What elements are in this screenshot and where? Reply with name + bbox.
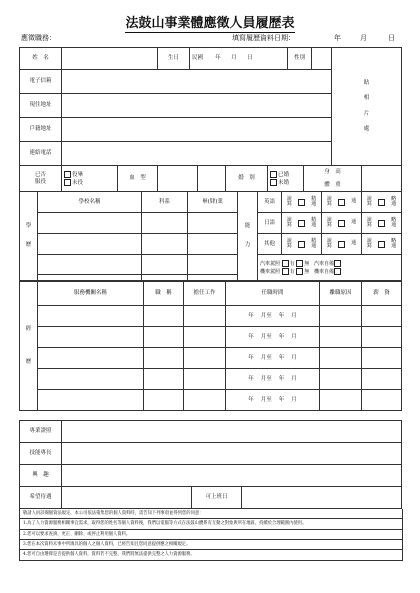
reason-row-5[interactable] (320, 390, 362, 411)
other-basic-checkbox[interactable] (378, 241, 385, 248)
dept-row-3[interactable] (142, 255, 188, 275)
motor-license-yes[interactable] (282, 268, 289, 275)
license-label: 專業證照 (20, 421, 62, 443)
japanese-level-2: 說 寫 通 (322, 213, 362, 234)
rank-row-5[interactable] (144, 390, 184, 411)
fill-date-label: 填寫履歷資料日期： (232, 34, 295, 42)
email-field[interactable] (62, 70, 332, 94)
grad-row-4[interactable] (188, 275, 238, 281)
japanese-basic-checkbox[interactable] (378, 220, 385, 227)
photo-char-4: 處 (363, 125, 370, 132)
work-row-3[interactable] (184, 348, 226, 369)
served-checkbox[interactable] (64, 171, 71, 178)
date-day: 日 (388, 34, 395, 42)
photo-char-3: 片 (363, 110, 370, 117)
grad-row-3[interactable] (188, 255, 238, 275)
skill-field[interactable] (62, 443, 402, 465)
grad-row-1[interactable] (188, 213, 238, 234)
period-row-1[interactable]: 年 月至 年 月 (226, 306, 320, 327)
rank-header: 職 稱 (144, 282, 184, 306)
gender-label: 性別 (288, 48, 312, 70)
dept-row-1[interactable] (142, 213, 188, 234)
married-label: 已婚 (278, 172, 290, 179)
license-cell: 汽車駕照 有 無 汽車自備 機車駕照 有 無 機車自備 (258, 255, 402, 281)
phone-label: 連絡電話 (20, 142, 62, 166)
hobby-label: 興 趣 (20, 465, 62, 487)
motor-license-label: 機車駕照 (260, 268, 281, 275)
company-row-5[interactable] (38, 390, 144, 411)
basic-info-table (19, 47, 402, 166)
department-header: 科系 (142, 192, 188, 213)
blood-type-label: 血 型 (118, 166, 158, 192)
english-level-3: 說 寫 略 通 (362, 192, 402, 213)
birth-year-label: 年 (215, 55, 221, 62)
rank-row-4[interactable] (144, 369, 184, 390)
weight-label: 體 重 (324, 181, 341, 188)
spacer-cell (198, 166, 226, 192)
school-name-header: 學校名稱 (38, 192, 142, 213)
salary-expect-field[interactable] (62, 487, 192, 509)
registered-address-field[interactable] (62, 118, 332, 142)
phone-field[interactable] (62, 142, 332, 166)
blood-type-field[interactable] (158, 166, 198, 192)
lang-other-label: 其他 (258, 234, 282, 255)
grad-row-2[interactable] (188, 234, 238, 255)
school-row-3[interactable] (38, 255, 142, 275)
period-row-4[interactable]: 年 月至 年 月 (226, 369, 320, 390)
height-weight-labels (304, 166, 362, 192)
salary-row-3[interactable] (362, 348, 402, 369)
form-title: 法鼓山事業體應徵人員履歷表 (125, 16, 295, 31)
reason-header: 離職原因 (320, 282, 362, 306)
note-3: 3.您在本次資料未事中所填具的個人之個人資料，已經告知且您同意提供應之相關規定。 (20, 540, 402, 550)
motor-license-no[interactable] (296, 268, 303, 275)
birth-month-label: 月 (231, 55, 237, 62)
start-date-label: 可上班日 (192, 487, 242, 509)
company-header: 服務機關名稱 (38, 282, 144, 306)
date-year: 年 (334, 34, 341, 42)
marriage-options (268, 166, 304, 192)
company-row-2[interactable] (38, 327, 144, 348)
note-1: 1.為了人力資源服務相關事宜需求，取得您的姓名等個人資料後，我們以電腦等方式在法鼓山體系有互動之對象與所在地區，持續於合理範圍內使用。 (20, 519, 402, 529)
education-side-label: 學 歷 (20, 192, 38, 281)
salary-row-4[interactable] (362, 369, 402, 390)
reason-row-2[interactable] (320, 327, 362, 348)
not-served-label: 未役 (72, 179, 84, 186)
period-row-2[interactable]: 年 月至 年 月 (226, 327, 320, 348)
japanese-level-1: 說 寫 精 通 (282, 213, 322, 234)
start-date-field[interactable] (242, 487, 402, 509)
rank-row-1[interactable] (144, 306, 184, 327)
ability-side-label: 能 力 (238, 192, 258, 281)
roc-label: 民國 (192, 55, 204, 62)
education-ability-table (19, 191, 402, 281)
english-fluent-checkbox[interactable] (298, 199, 305, 206)
english-general-checkbox[interactable] (338, 199, 345, 206)
dept-row-4[interactable] (142, 275, 188, 281)
skill-label: 技能專長 (20, 443, 62, 465)
own-car-label: 汽車自備 (314, 260, 335, 267)
other-fluent-checkbox[interactable] (298, 241, 305, 248)
salary-expect-label: 希望待遇 (20, 487, 62, 509)
single-label: 未婚 (278, 179, 290, 186)
company-row-3[interactable] (38, 348, 144, 369)
graduation-header: 畢(肄)業 (188, 192, 238, 213)
photo-char-2: 相 (363, 95, 370, 102)
school-row-4[interactable] (38, 275, 142, 281)
english-level-1: 說 寫 精 通 (282, 192, 322, 213)
birthday-field[interactable] (190, 48, 288, 70)
married-checkbox[interactable] (270, 171, 277, 178)
dept-row-2[interactable] (142, 234, 188, 255)
name-field[interactable] (62, 48, 158, 70)
car-license-label: 汽車駕照 (260, 260, 281, 267)
rank-row-3[interactable] (144, 348, 184, 369)
experience-side-label: 經 歷 (20, 282, 38, 411)
birthday-label: 生日 (158, 48, 190, 70)
school-row-2[interactable] (38, 234, 142, 255)
note-2: 2.您可以要求查詢、更正、刪除、或停止利用個人資料。 (20, 530, 402, 540)
period-header: 任職時間 (226, 282, 320, 306)
date-month: 月 (360, 34, 367, 42)
privacy-notes (19, 509, 403, 561)
salary-row-1[interactable] (362, 306, 402, 327)
work-header: 擔任工作 (184, 282, 226, 306)
company-row-4[interactable] (38, 369, 144, 390)
not-served-checkbox[interactable] (64, 179, 71, 186)
lang-japanese-label: 日語 (258, 213, 282, 234)
english-basic-checkbox[interactable] (378, 199, 385, 206)
marriage-label: 婚 別 (226, 166, 268, 192)
company-row-1[interactable] (38, 306, 144, 327)
reason-row-1[interactable] (320, 306, 362, 327)
rank-row-2[interactable] (144, 327, 184, 348)
gender-field[interactable] (312, 48, 332, 70)
height-label: 身 高 (324, 169, 341, 176)
license-field[interactable] (62, 421, 402, 443)
note-4: 4.您可自由選擇是否提供個人資料，資料若不完整，我們將無法提供完整之人力資源服務。 (23, 552, 195, 558)
other-general-checkbox[interactable] (338, 241, 345, 248)
japanese-fluent-checkbox[interactable] (298, 220, 305, 227)
birth-day-label: 日 (247, 55, 253, 62)
japanese-general-checkbox[interactable] (338, 220, 345, 227)
period-row-3[interactable]: 年 月至 年 月 (226, 348, 320, 369)
salary-row-2[interactable] (362, 327, 402, 348)
photo-area (332, 48, 402, 166)
salary-row-5[interactable] (362, 390, 402, 411)
extra-info-table (19, 420, 402, 509)
experience-table (19, 281, 402, 411)
single-checkbox[interactable] (270, 179, 277, 186)
reason-row-4[interactable] (320, 369, 362, 390)
email-label: 電子信箱 (20, 70, 62, 94)
other-level-2: 說 寫 通 (322, 234, 362, 255)
reason-row-3[interactable] (320, 348, 362, 369)
registered-address-label: 戶籍地址 (20, 118, 62, 142)
current-address-label: 現住地址 (20, 94, 62, 118)
other-level-3: 說 寫 略 通 (362, 234, 402, 255)
served-label: 役畢 (72, 172, 84, 179)
period-row-5[interactable]: 年 月至 年 月 (226, 390, 320, 411)
photo-char-1: 貼 (363, 79, 370, 86)
car-license-no[interactable] (296, 260, 303, 267)
own-motor-label: 機車自備 (314, 268, 335, 275)
military-options (62, 166, 118, 192)
japanese-level-3: 說 寫 略 通 (362, 213, 402, 234)
lang-english-label: 英語 (258, 192, 282, 213)
english-level-2: 說 寫 通 (322, 192, 362, 213)
height-weight-field[interactable] (362, 166, 402, 192)
car-license-yes[interactable] (282, 260, 289, 267)
work-row-4[interactable] (184, 369, 226, 390)
note-intro: 敬請人員詳閱個資法規定，本公司依法蒐集您的個人資料時，需告知下列事項並得到您的同意： (20, 509, 402, 519)
position-label: 應徵職務： (21, 34, 56, 42)
hobby-field[interactable] (62, 465, 402, 487)
school-row-1[interactable] (38, 213, 142, 234)
current-address-field[interactable] (62, 94, 332, 118)
name-label: 姓 名 (20, 48, 62, 70)
work-row-2[interactable] (184, 327, 226, 348)
other-level-1: 說 寫 精 通 (282, 234, 322, 255)
own-motor-checkbox[interactable] (334, 268, 341, 275)
work-row-5[interactable] (184, 390, 226, 411)
salary-header: 薪 資 (362, 282, 402, 306)
military-marriage-table (19, 165, 402, 192)
own-car-checkbox[interactable] (334, 260, 341, 267)
military-label: 已否 服役 (20, 166, 62, 192)
work-row-1[interactable] (184, 306, 226, 327)
